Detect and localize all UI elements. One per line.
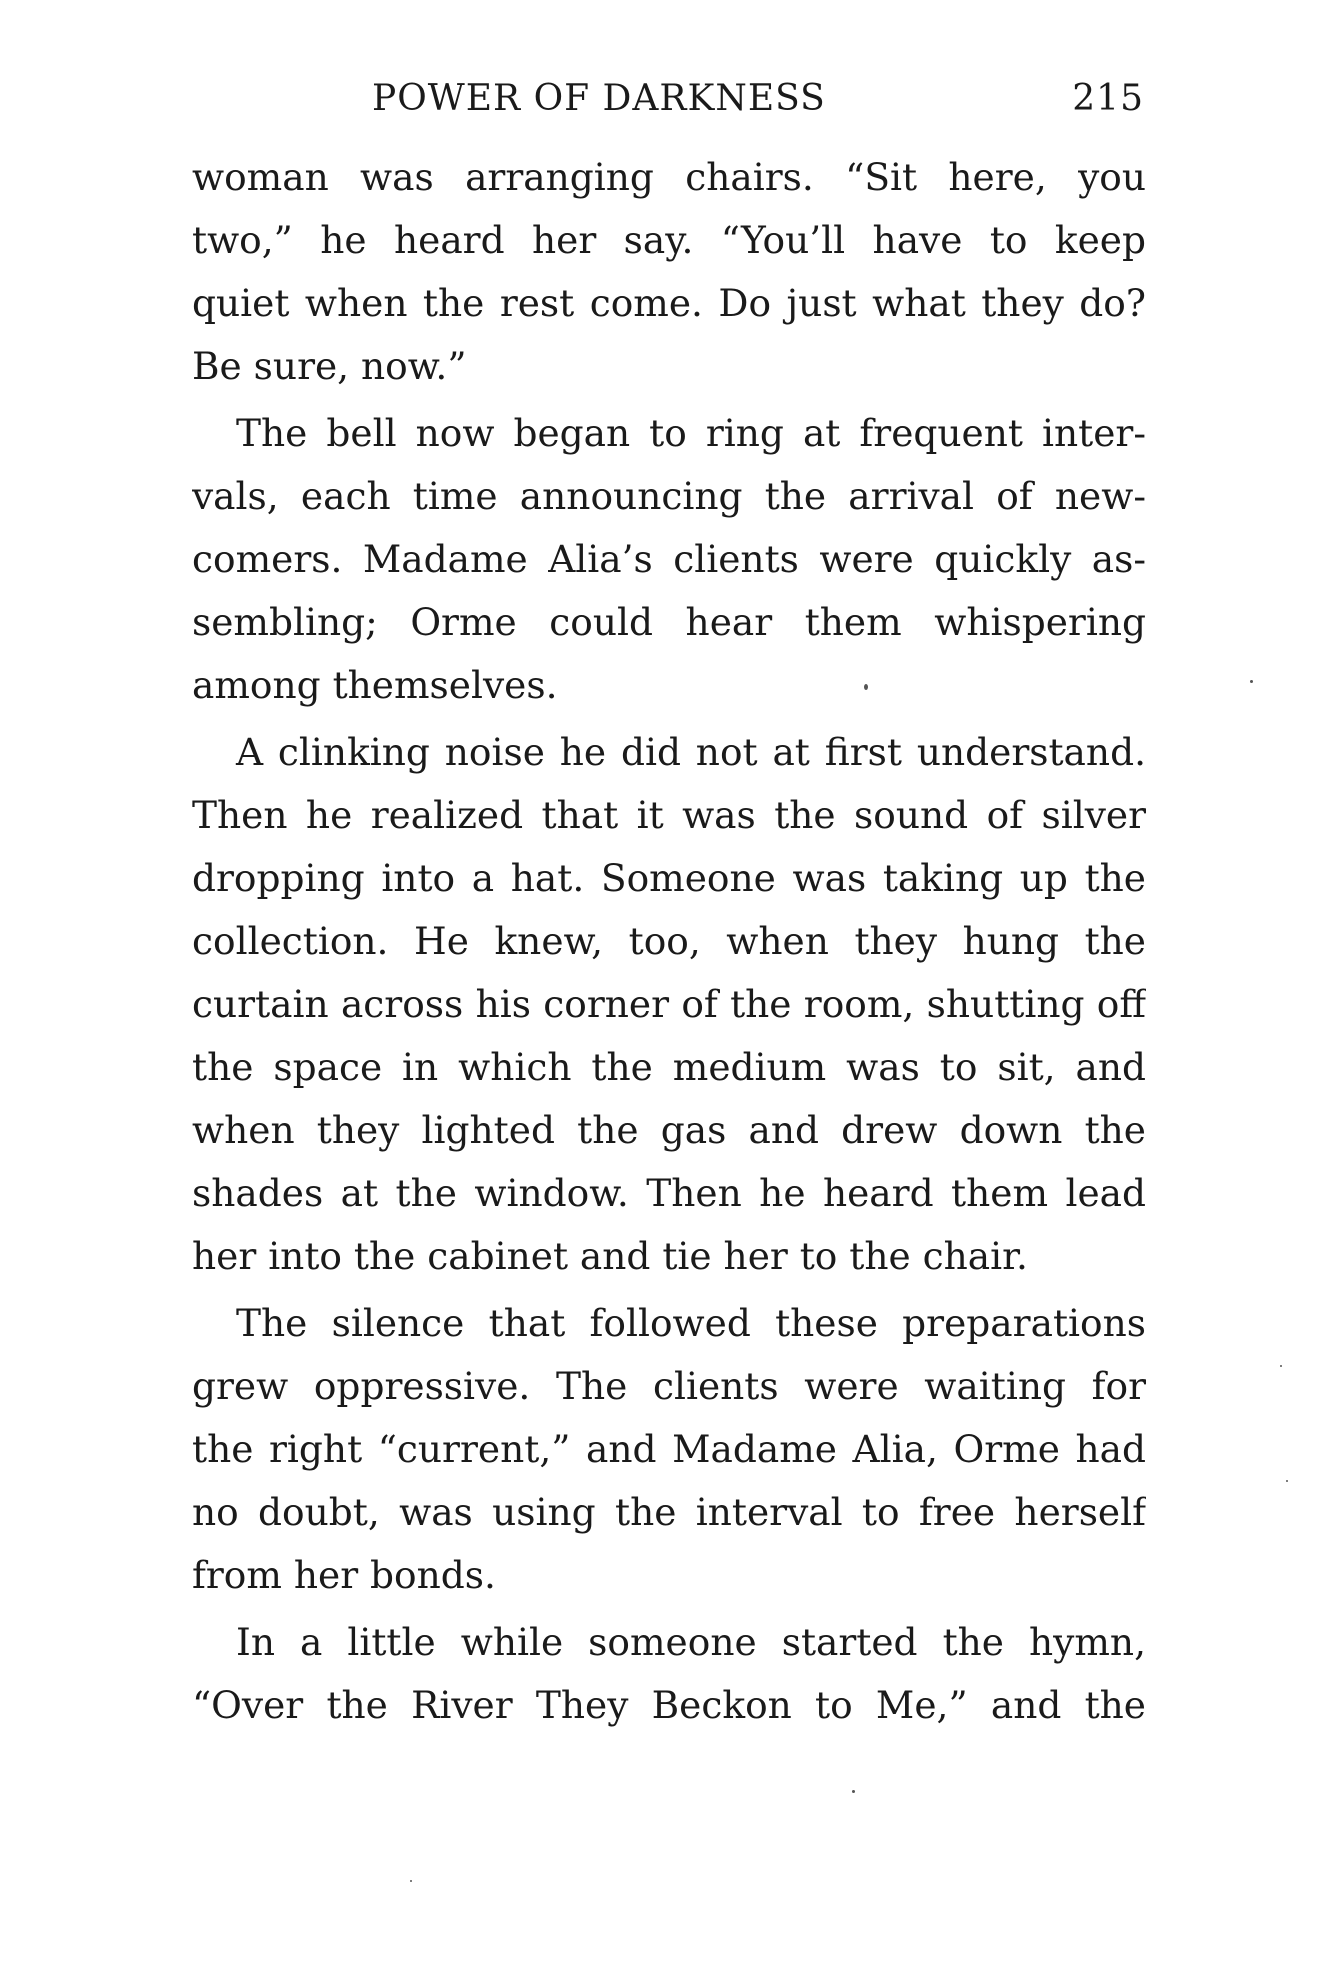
text-line: Then he realized that it was the sound of silver	[192, 793, 1146, 837]
text-line: A clinking noise he did not at first understand.	[236, 730, 1146, 774]
scan-speck	[852, 1790, 855, 1793]
running-header	[372, 78, 1144, 128]
text-line: comers. Madame Alia’s clients were quickly as-	[192, 537, 1146, 581]
text-line: the right “current,” and Madame Alia, Orme had	[192, 1427, 1146, 1471]
text-line: Be sure, now.”	[192, 344, 467, 388]
body-text	[192, 146, 1146, 1741]
page-number: 215	[1072, 78, 1144, 119]
scan-speck	[1250, 680, 1253, 683]
text-line: shades at the window. Then he heard them lead	[192, 1171, 1146, 1215]
text-line: dropping into a hat. Someone was taking up the	[192, 856, 1146, 900]
text-line: The silence that followed these preparations	[236, 1301, 1146, 1345]
text-line: quiet when the rest come. Do just what they do?	[192, 281, 1146, 325]
scan-speck	[1286, 1480, 1288, 1482]
text-line: woman was arranging chairs. “Sit here, you	[192, 155, 1146, 199]
paragraph	[192, 1611, 1146, 1737]
text-line: grew oppressive. The clients were waiting for	[192, 1364, 1146, 1408]
paragraph	[192, 146, 1146, 398]
text-line: “Over the River They Beckon to Me,” and the	[192, 1683, 1146, 1727]
scan-speck	[1280, 1365, 1282, 1367]
text-line: among themselves.	[192, 663, 558, 707]
scan-speck	[410, 1880, 412, 1882]
text-line: no doubt, was using the interval to free herself	[192, 1490, 1146, 1534]
text-line: her into the cabinet and tie her to the chair.	[192, 1234, 1028, 1278]
paragraph	[192, 402, 1146, 717]
text-line: collection. He knew, too, when they hung the	[192, 919, 1146, 963]
paragraph	[192, 721, 1146, 1288]
paragraph	[192, 1292, 1146, 1607]
text-line: from her bonds.	[192, 1553, 496, 1597]
text-line: the space in which the medium was to sit, and	[192, 1045, 1146, 1089]
text-line: two,” he heard her say. “You’ll have to keep	[192, 218, 1146, 262]
text-line: The bell now began to ring at frequent inter-	[236, 411, 1146, 455]
text-line: when they lighted the gas and drew down the	[192, 1108, 1146, 1152]
scan-speck	[864, 684, 868, 690]
text-line: In a little while someone started the hymn,	[236, 1620, 1146, 1664]
running-title: POWER OF DARKNESS	[372, 78, 826, 119]
text-line: sembling; Orme could hear them whispering	[192, 600, 1146, 644]
text-line: vals, each time announcing the arrival of new-	[192, 474, 1146, 518]
text-line: curtain across his corner of the room, shutting off	[192, 982, 1146, 1026]
